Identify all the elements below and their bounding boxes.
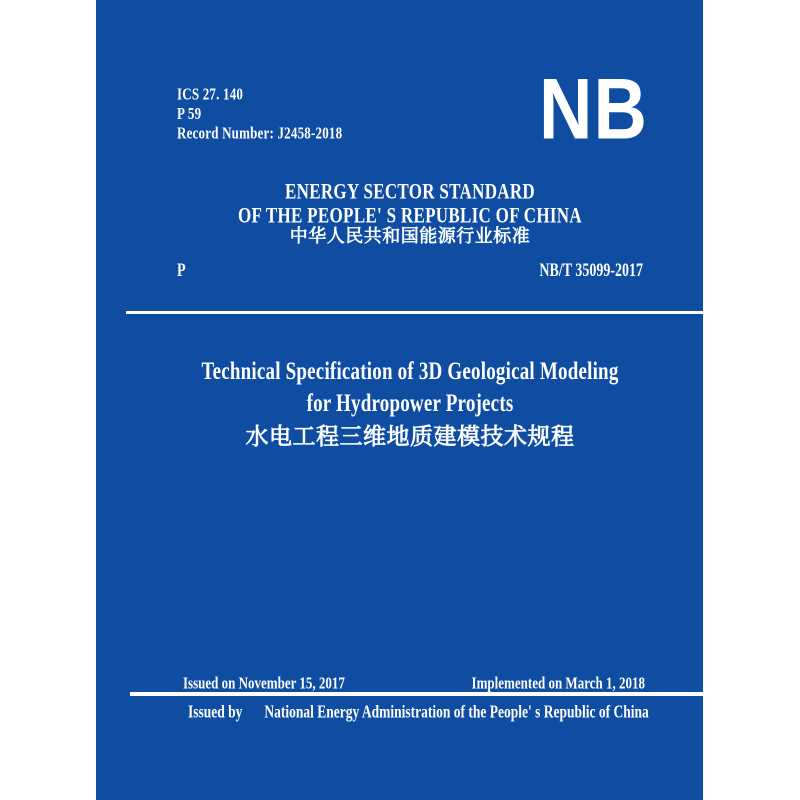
title-english-line1: Technical Specification of 3D Geological Modeling <box>201 357 619 386</box>
standard-type-line1: ENERGY SECTOR STANDARD <box>285 178 535 204</box>
bottom-divider-rule <box>130 692 703 696</box>
nb-logo: NB <box>539 60 648 158</box>
dates-row <box>183 672 645 693</box>
ics-code: ICS 27. 140 <box>177 84 244 104</box>
cover-background <box>96 0 703 800</box>
classification-code: P 59 <box>177 103 202 123</box>
issued-date: Issued on November 15, 2017 <box>183 672 345 693</box>
top-divider-rule <box>126 311 703 314</box>
standard-type-line2: OF THE PEOPLE' S REPUBLIC OF CHINA <box>238 202 582 228</box>
issuing-authority: National Energy Administration of the People' s Republic of China <box>264 701 649 722</box>
designation-row <box>177 261 643 282</box>
ics-block <box>177 84 342 143</box>
standard-number: NB/T 35099-2017 <box>539 261 643 282</box>
issued-by-label: Issued by <box>188 701 243 722</box>
classification-letter: P <box>177 261 186 282</box>
standard-type-chinese: 中华人民共和国能源行业标准 <box>289 226 531 247</box>
title-chinese: 水电工程三维地质建模技术规程 <box>245 424 575 450</box>
issued-by-row <box>188 701 649 722</box>
implemented-date: Implemented on March 1, 2018 <box>471 672 645 693</box>
record-number: Record Number: J2458-2018 <box>177 123 343 143</box>
title-english-line2: for Hydropower Projects <box>306 389 514 418</box>
